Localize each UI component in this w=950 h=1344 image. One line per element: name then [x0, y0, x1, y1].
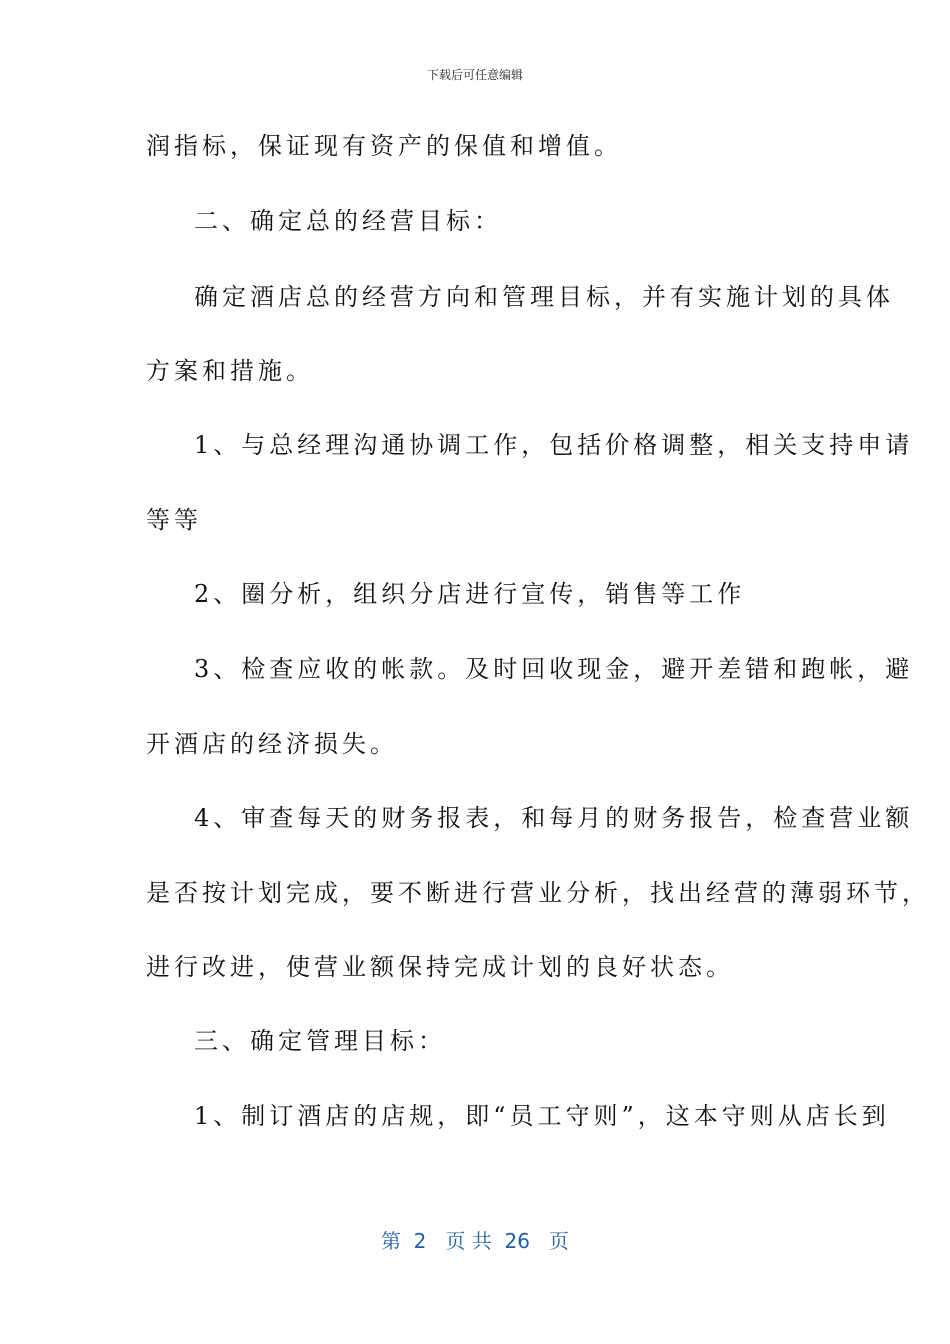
- paragraph-line: 润指标，保证现有资产的保值和增值。: [146, 132, 622, 160]
- list-item: 4、审查每天的财务报表，和每月的财务报告，检查营业额: [194, 804, 914, 832]
- list-item: 2、圈分析，组织分店进行宣传，销售等工作: [194, 580, 746, 608]
- section-heading: 二、确定总的经营目标：: [194, 207, 502, 235]
- paragraph-line: 进行改进，使营业额保持完成计划的良好状态。: [146, 953, 734, 981]
- page-header: 下载后可任意编辑: [426, 68, 523, 82]
- paragraph-line: 是否按计划完成，要不断进行营业分析，找出经营的薄弱环节，: [146, 879, 930, 907]
- page-footer: 第 2 页 共 26 页: [380, 1229, 570, 1253]
- paragraph-line: 确定酒店总的经营方向和管理目标，并有实施计划的具体: [194, 283, 894, 311]
- section-heading: 三、确定管理目标：: [194, 1027, 446, 1055]
- paragraph-line: 开酒店的经济损失。: [146, 730, 398, 758]
- list-item: 1、与总经理沟通协调工作，包括价格调整，相关支持申请: [194, 431, 914, 459]
- paragraph-line: 方案和措施。: [146, 357, 314, 385]
- paragraph-line: 等等: [146, 506, 202, 534]
- list-item: 3、检查应收的帐款。及时回收现金，避开差错和跑帐，避: [194, 655, 914, 683]
- list-item: 1、制订酒店的店规，即“员工守则”，这本守则从店长到: [194, 1102, 890, 1130]
